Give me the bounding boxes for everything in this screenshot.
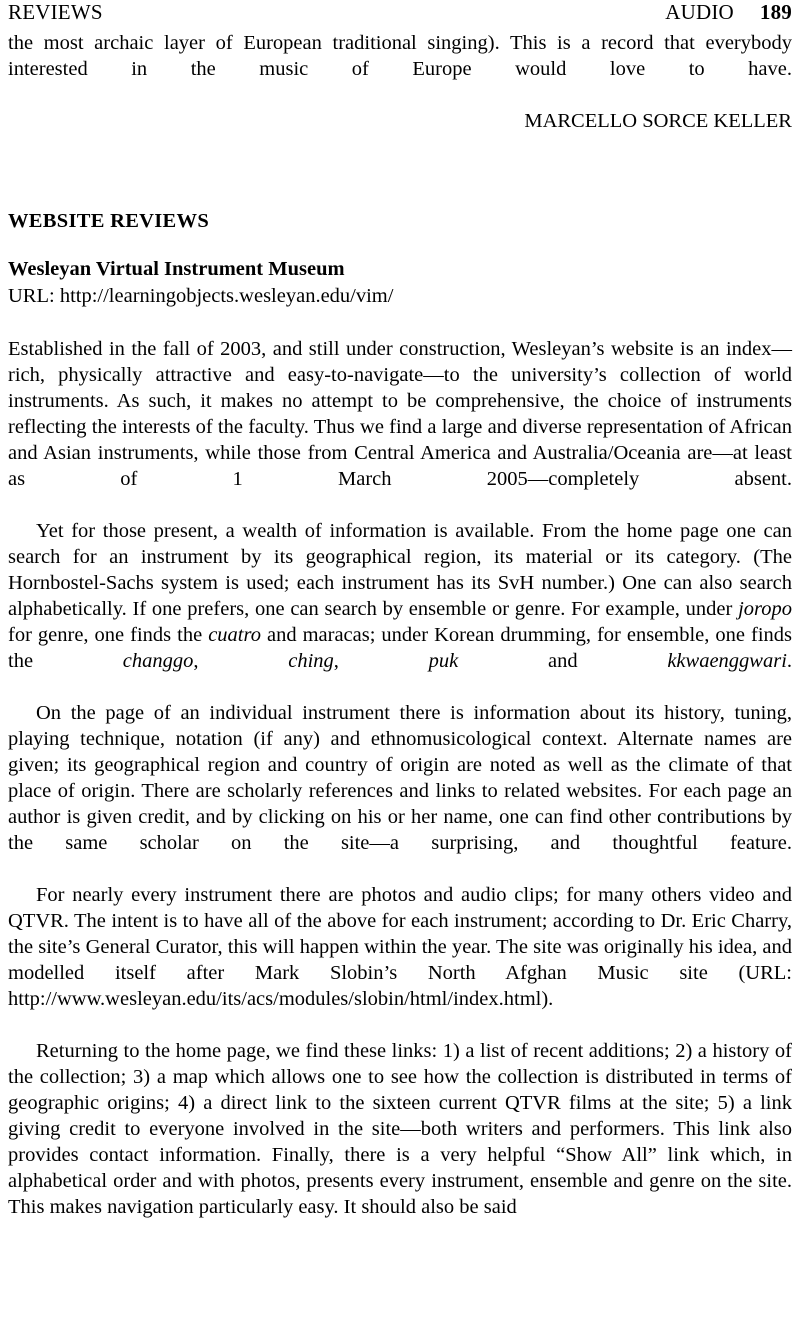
page-number: 189 (759, 0, 792, 24)
running-head-section-label: AUDIO (665, 0, 734, 24)
p2-segment-b: for genre, one finds the (8, 624, 209, 646)
page-body (8, 30, 792, 1220)
review-paragraph-2 (8, 518, 792, 700)
p2-segment-a: Yet for those present, a wealth of information is available. From the home page one can search for an instrument by its geographical region, its material or its category. (The Hornbostel-Sachs system is used; each instrument has its SvH number.) One can also search alphabetically. If one prefers, one can search by ensemble or genre. For example, under (8, 520, 792, 620)
spacer-before-section-heading (8, 134, 792, 208)
term-ching: ching (288, 650, 334, 672)
continued-review-paragraph: the most archaic layer of European traditional singing). This is a record that everybody interested in the music of Europe would love to have. (8, 32, 792, 80)
p2-segment-e: , (333, 650, 429, 672)
spacer-after-section-heading (8, 234, 792, 256)
term-changgo: changgo (122, 650, 194, 672)
running-head (8, 0, 792, 30)
term-puk: puk (428, 650, 459, 672)
review-paragraph-1: Established in the fall of 2003, and still under construction, Wesleyan’s website is an index—rich, physically attractive and easy-to-navigate—to the university’s collection of world instruments. As such, it makes no attempt to be comprehensive, the choice of instruments reflecting the interests of the faculty. Thus we find a large and diverse representation of African and Asian instruments, while those from Central America and Australia/Oceania are—at least as of 1 March 2005—completely absent. (8, 338, 792, 490)
review-paragraph-3: On the page of an individual instrument there is information about its history, tuning, playing technique, notation (if any) and ethnomusicological context. Alternate names are given; its geographical region and country of origin are noted as well as the climate of that place of origin. There are scholarly references and links to related websites. For each page an author is given credit, and by clicking on his or her name, one can find other contributions by the same scholar on the site—a surprising, and thoughtful feature. (8, 702, 792, 854)
p2-segment-g: . (786, 650, 793, 672)
review-paragraph-5: Returning to the home page, we find these links: 1) a list of recent additions; 2) a history of the collection; 3) a map which allows one to see how the collection is distributed in terms of geographic origins; 4) a direct link to the sixteen current QTVR films at the site; 5) a link giving credit to everyone involved in the site—both writers and performers. This link also provides contact information. Finally, there is a very helpful “Show All” link which, in alphabetical order and with photos, presents every instrument, ensemble and genre on the site. This makes navigation particularly easy. It should also be said (8, 1040, 792, 1218)
p2-segment-c: and maracas; under Korean drumming, for ensemble, one finds the (8, 624, 792, 672)
url-label: URL: (8, 285, 55, 307)
review-byline: MARCELLO SORCE KELLER (524, 110, 792, 132)
term-kkwaenggwari: kkwaenggwari (667, 650, 787, 672)
review-paragraph-4: For nearly every instrument there are photos and audio clips; for many others video and QTVR. The intent is to have all of the above for each instrument; according to Dr. Eric Charry, the site’s General Curator, this will happen within the year. The site was originally his idea, and modelled itself after Mark Slobin’s North Afghan Music site (URL: http://www.wesleyan.edu/its/acs/modules/slobin/html/index.html). (8, 884, 792, 1010)
review-title: Wesleyan Virtual Instrument Museum (8, 258, 345, 280)
section-heading: WEBSITE REVIEWS (8, 210, 210, 232)
term-cuatro: cuatro (208, 624, 261, 646)
running-head-right-group (665, 0, 792, 25)
spacer-after-url (8, 310, 792, 336)
running-head-left-label: REVIEWS (8, 0, 103, 24)
p2-segment-f: and (458, 650, 668, 672)
url-value: http://learningobjects.wesleyan.edu/vim/ (59, 285, 394, 307)
p2-segment-d: , (193, 650, 289, 672)
review-url-line (8, 283, 792, 310)
term-joropo: joropo (738, 598, 792, 620)
